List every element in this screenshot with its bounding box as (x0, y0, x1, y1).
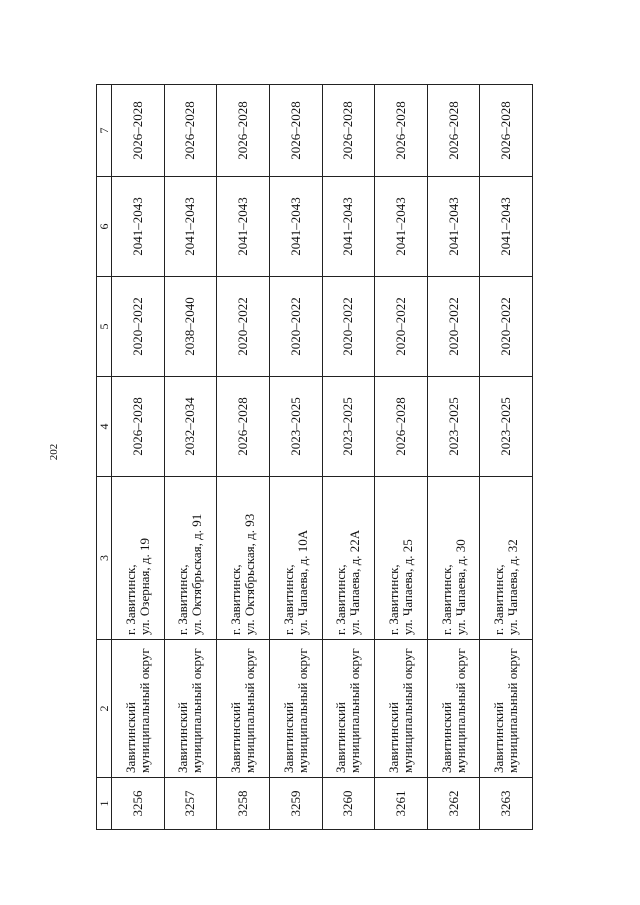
cell-period-6: 2041–2043 (112, 177, 165, 277)
cell-period-5: 2020–2022 (217, 277, 270, 377)
table-row (375, 85, 428, 830)
cell-period-6: 2041–2043 (322, 177, 375, 277)
cell-period-7: 2026–2028 (112, 85, 165, 177)
cell-period-4: 2026–2028 (112, 377, 165, 477)
table-row (427, 85, 480, 830)
column-header-3: 3 (97, 477, 112, 640)
cell-period-6: 2041–2043 (217, 177, 270, 277)
cell-period-4: 2023–2025 (269, 377, 322, 477)
column-header-4: 4 (97, 377, 112, 477)
cell-period-4: 2026–2028 (375, 377, 428, 477)
table-row (112, 85, 165, 830)
column-header-2: 2 (97, 640, 112, 778)
cell-period-6: 2041–2043 (480, 177, 533, 277)
cell-period-7: 2026–2028 (164, 85, 217, 177)
register-table (96, 84, 533, 830)
cell-index: 3263 (480, 778, 533, 830)
cell-period-7: 2026–2028 (322, 85, 375, 177)
cell-period-5: 2020–2022 (269, 277, 322, 377)
cell-municipality: Завитинский муниципальный округ (427, 640, 480, 778)
table-row (480, 85, 533, 830)
column-header-7: 7 (97, 85, 112, 177)
page-number: 202 (48, 443, 60, 461)
cell-period-4: 2026–2028 (217, 377, 270, 477)
cell-period-7: 2026–2028 (480, 85, 533, 177)
table-row (322, 85, 375, 830)
cell-address: г. Завитинск, ул. Чапаева, д. 22А (322, 477, 375, 640)
cell-municipality: Завитинский муниципальный округ (217, 640, 270, 778)
cell-address: г. Завитинск, ул. Чапаева, д. 30 (427, 477, 480, 640)
cell-period-4: 2023–2025 (427, 377, 480, 477)
column-header-1: 1 (97, 778, 112, 830)
cell-index: 3261 (375, 778, 428, 830)
cell-index: 3259 (269, 778, 322, 830)
cell-period-7: 2026–2028 (217, 85, 270, 177)
cell-period-4: 2032–2034 (164, 377, 217, 477)
header-row (97, 85, 112, 830)
cell-period-6: 2041–2043 (375, 177, 428, 277)
cell-period-6: 2041–2043 (427, 177, 480, 277)
cell-period-7: 2026–2028 (375, 85, 428, 177)
cell-address: г. Завитинск, ул. Озерная, д. 19 (112, 477, 165, 640)
cell-period-5: 2020–2022 (480, 277, 533, 377)
cell-municipality: Завитинский муниципальный округ (269, 640, 322, 778)
cell-index: 3262 (427, 778, 480, 830)
column-header-6: 6 (97, 177, 112, 277)
cell-index: 3258 (217, 778, 270, 830)
cell-period-4: 2023–2025 (480, 377, 533, 477)
cell-address: г. Завитинск, ул. Октябрьская, д. 93 (217, 477, 270, 640)
cell-municipality: Завитинский муниципальный округ (480, 640, 533, 778)
column-header-5: 5 (97, 277, 112, 377)
cell-index: 3257 (164, 778, 217, 830)
cell-period-5: 2020–2022 (427, 277, 480, 377)
cell-index: 3260 (322, 778, 375, 830)
table-row (269, 85, 322, 830)
cell-municipality: Завитинский муниципальный округ (375, 640, 428, 778)
cell-period-5: 2020–2022 (375, 277, 428, 377)
table-row (164, 85, 217, 830)
table-body (97, 85, 533, 830)
cell-period-5: 2038–2040 (164, 277, 217, 377)
cell-period-7: 2026–2028 (269, 85, 322, 177)
cell-municipality: Завитинский муниципальный округ (322, 640, 375, 778)
cell-period-6: 2041–2043 (164, 177, 217, 277)
cell-address: г. Завитинск, ул. Чапаева, д. 25 (375, 477, 428, 640)
table-row (217, 85, 270, 830)
cell-period-5: 2020–2022 (112, 277, 165, 377)
cell-period-7: 2026–2028 (427, 85, 480, 177)
cell-index: 3256 (112, 778, 165, 830)
cell-period-4: 2023–2025 (322, 377, 375, 477)
cell-address: г. Завитинск, ул. Октябрьская, д. 91 (164, 477, 217, 640)
rotated-table-wrapper (96, 85, 533, 830)
cell-municipality: Завитинский муниципальный округ (112, 640, 165, 778)
cell-period-5: 2020–2022 (322, 277, 375, 377)
cell-address: г. Завитинск, ул. Чапаева, д. 10А (269, 477, 322, 640)
cell-address: г. Завитинск, ул. Чапаева, д. 32 (480, 477, 533, 640)
cell-municipality: Завитинский муниципальный округ (164, 640, 217, 778)
cell-period-6: 2041–2043 (269, 177, 322, 277)
